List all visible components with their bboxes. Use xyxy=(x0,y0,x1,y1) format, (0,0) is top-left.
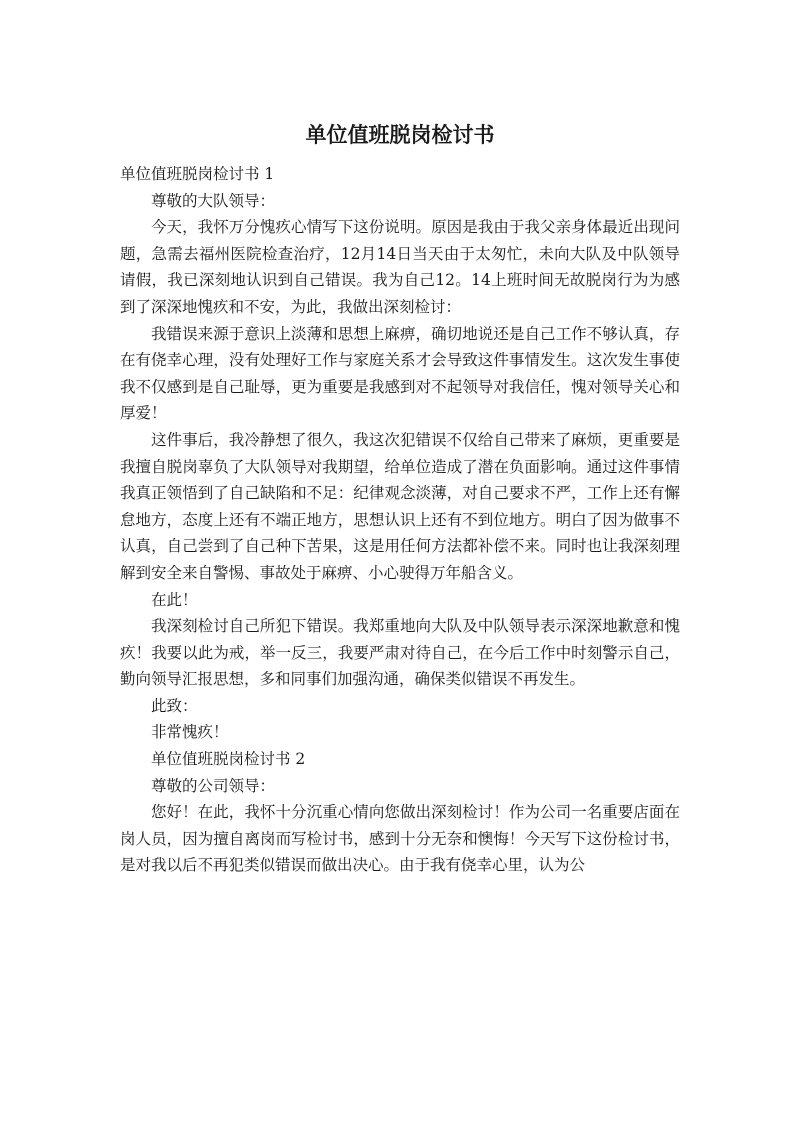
paragraph: 我深刻检讨自己所犯下错误。我郑重地向大队及中队领导表示深深地歉意和愧疚！我要以此为戒，举一反三，我要严肃对待自己，在今后工作中时刻警示自己，勤向领导汇报思想，多和同事们加强沟通，确保类似错误不再发生。 xyxy=(120,617,680,689)
paragraph: 单位值班脱岗检讨书 2 xyxy=(151,750,306,769)
document-title: 单位值班脱岗检讨书 xyxy=(305,123,495,147)
paragraph: 此致： xyxy=(151,696,198,715)
paragraph: 这件事后，我冷静想了很久，我这次犯错误不仅给自己带来了麻烦，更重要是我擅自脱岗辜负了大队领导对我期望，给单位造成了潜在负面影响。通过这件事情我真正领悟到了自己缺陷和不足：纪律观念淡薄，对自己要求不严，工作上还有懈怠地方，态度上还有不端正地方，思想认识上还有不到位地方。明白了因为做事不认真，自己尝到了自己种下苦果，这是用任何方法都补偿不来。同时也让我深刻理解到安全来自警惕、事故处于麻痹、小心驶得万年船含义。 xyxy=(120,430,680,582)
paragraph: 尊敬的公司领导： xyxy=(151,776,276,795)
paragraph: 您好！在此，我怀十分沉重心情向您做出深刻检讨！作为公司一名重要店面在岗人员，因为擅自离岗而写检讨书，感到十分无奈和懊悔！今天写下这份检讨书，是对我以后不再犯类似错误而做出决心。由于我有侥幸心里，认为公 xyxy=(120,803,680,875)
document-body xyxy=(120,161,680,879)
paragraph: 非常愧疚！ xyxy=(151,723,229,742)
paragraph: 尊敬的大队领导： xyxy=(151,191,276,210)
paragraph: 在此！ xyxy=(151,590,198,609)
paragraph: 我错误来源于意识上淡薄和思想上麻痹，确切地说还是自己工作不够认真，存在有侥幸心理，没有处理好工作与家庭关系才会导致这件事情发生。这次发生事使我不仅感到是自己耻辱，更为重要是我感到对不起领导对我信任，愧对领导关心和厚爱！ xyxy=(120,324,680,423)
paragraph: 单位值班脱岗检讨书 1 xyxy=(120,165,275,183)
paragraph: 今天，我怀万分愧疚心情写下这份说明。原因是我由于我父亲身体最近出现问题，急需去福州医院检查治疗，12月14日当天由于太匆忙，未向大队及中队领导请假，我已深刻地认识到自己错误。我为自己12。14上班时间无故脱岗行为为感到了深深地愧疚和不安，为此，我做出深刻检讨： xyxy=(120,218,680,316)
